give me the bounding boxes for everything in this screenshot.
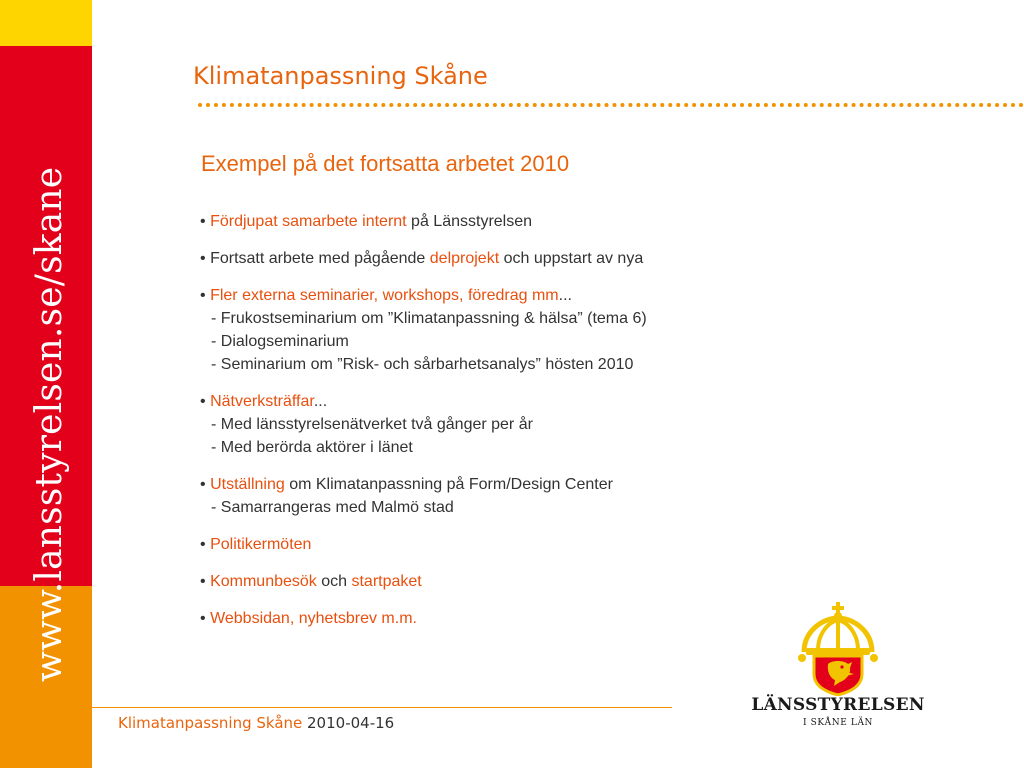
footer-title: Klimatanpassning Skåne: [118, 714, 303, 732]
lansstyrelsen-logo: [748, 600, 928, 740]
bullet-highlight: Fördjupat samarbete internt: [210, 213, 407, 230]
bullet-text: och uppstart av nya: [499, 250, 644, 267]
crowned-griffin-shield-icon: [794, 600, 882, 696]
bullet-suffix: ...: [558, 287, 572, 304]
bullet-highlight: Utställning: [210, 476, 285, 493]
footer: [118, 714, 394, 732]
bullet-item: [200, 473, 760, 519]
logo-name: LÄNSSTYRELSEN: [751, 695, 925, 715]
logo-subtitle: I SKÅNE LÄN: [802, 718, 874, 728]
bullet-item: [200, 533, 760, 556]
bullet-highlight: Webbsidan, nyhetsbrev m.m.: [210, 610, 417, 627]
sidebar-band: [0, 0, 92, 768]
sidebar-yellow-block: [0, 0, 92, 46]
bullet-highlight: Politikermöten: [210, 536, 312, 553]
bullet-marker: •: [200, 287, 206, 304]
bullet-highlight: Nätverksträffar: [210, 393, 314, 410]
sub-item: - Seminarium om ”Risk- och sårbarhetsanalys” hösten 2010: [211, 356, 634, 373]
bullet-text: och: [316, 573, 352, 590]
bullet-marker: •: [200, 476, 206, 493]
sub-item: - Med länsstyrelsenätverket två gånger per år: [211, 416, 533, 433]
bullet-marker: •: [200, 250, 206, 267]
bullet-marker: •: [200, 393, 206, 410]
bullet-highlight: Fler externa seminarier, workshops, föredrag mm: [210, 287, 559, 304]
footer-divider: [92, 707, 672, 708]
sub-item: - Dialogseminarium: [211, 333, 349, 350]
bullet-marker: •: [200, 213, 206, 230]
header-title: Klimatanpassning Skåne: [193, 62, 488, 90]
sidebar-url: www.lansstyrelsen.se/skane: [29, 166, 70, 682]
bullet-marker: •: [200, 573, 206, 590]
bullet-text: Fortsatt arbete med pågående: [210, 250, 430, 267]
bullet-highlight: startpaket: [351, 573, 422, 590]
bullet-item: [200, 570, 760, 593]
sub-item: - Med berörda aktörer i länet: [211, 439, 413, 456]
footer-date: 2010-04-16: [302, 714, 395, 732]
bullet-highlight: Kommunbesök: [210, 573, 317, 590]
bullet-item: [200, 247, 760, 270]
dotted-divider: [198, 103, 1024, 107]
bullet-list: [200, 210, 760, 644]
bullet-highlight: delprojekt: [429, 250, 500, 267]
section-heading: Exempel på det fortsatta arbetet 2010: [201, 151, 570, 176]
bullet-item: [200, 607, 760, 630]
bullet-item: [200, 390, 760, 459]
bullet-marker: •: [200, 610, 206, 627]
sub-item: - Samarrangeras med Malmö stad: [211, 499, 454, 516]
sub-item: - Frukostseminarium om ”Klimatanpassning & hälsa” (tema 6): [211, 310, 647, 327]
bullet-suffix: ...: [313, 393, 328, 410]
bullet-marker: •: [200, 536, 206, 553]
bullet-item: [200, 210, 760, 233]
bullet-item: [200, 284, 760, 376]
bullet-text: på Länsstyrelsen: [406, 213, 533, 230]
bullet-text: om Klimatanpassning på Form/Design Center: [284, 476, 613, 493]
